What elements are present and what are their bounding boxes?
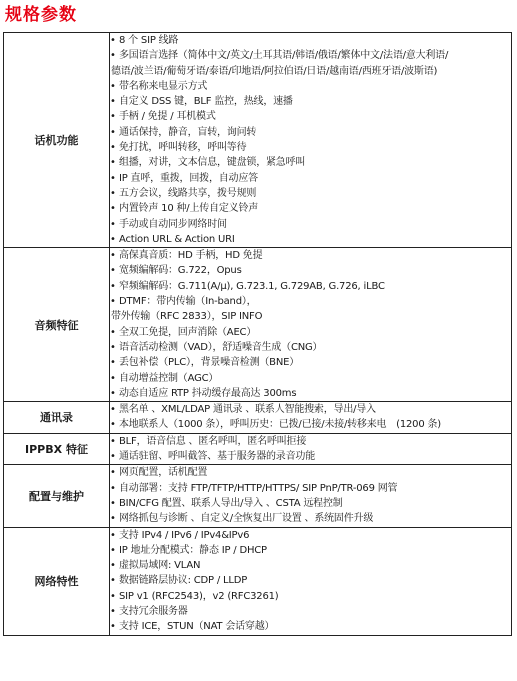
category-label: 通讯录 xyxy=(4,402,110,434)
spec-row-ippbx xyxy=(4,433,512,465)
list-item: • SIP v1 (RFC2543)，v2 (RFC3261) xyxy=(110,589,511,604)
list-item: • 支持 ICE，STUN（NAT 会话穿越） xyxy=(110,619,511,634)
list-item: • BLF，语音信息 、匿名呼叫，匿名呼叫拒接 xyxy=(110,434,511,449)
list-item: • 动态自适应 RTP 抖动缓存最高达 300ms xyxy=(110,386,511,401)
list-item: • 免打扰，呼叫转移，呼叫等待 xyxy=(110,140,511,155)
spec-row-audio xyxy=(4,248,512,402)
list-item: • 8 个 SIP 线路 xyxy=(110,33,511,48)
feature-list-cell xyxy=(110,402,512,434)
list-item: • 手柄 / 免提 / 耳机模式 xyxy=(110,109,511,124)
list-item: • 支持冗余服务器 xyxy=(110,604,511,619)
feature-list-cell xyxy=(110,465,512,527)
list-item: • 虚拟局域网: VLAN xyxy=(110,558,511,573)
feature-list xyxy=(110,434,511,465)
category-label: 音频特征 xyxy=(4,248,110,402)
list-item: • 宽频编解码：G.722，Opus xyxy=(110,263,511,278)
feature-list xyxy=(110,402,511,433)
list-item: • 通话驻留、呼叫截答、基于服务器的录音功能 xyxy=(110,449,511,464)
list-item: • 高保真音质：HD 手柄，HD 免提 xyxy=(110,248,511,263)
spec-row-phone-features xyxy=(4,33,512,248)
category-label: 网络特性 xyxy=(4,527,110,635)
list-item: • 语音活动检测（VAD），舒适噪音生成（CNG） xyxy=(110,340,511,355)
list-item: • 自定义 DSS 键，BLF 监控，热线，速播 xyxy=(110,94,511,109)
list-item: • 多国语言选择（简体中文/英文/土耳其语/韩语/俄语/繁体中文/法语/意大利语/ xyxy=(110,48,511,63)
list-item: • 网页配置，话机配置 xyxy=(110,465,511,480)
list-item: • 本地联系人（1000 条），呼叫历史：已拨/已接/未接/转移来电 (1200 条) xyxy=(110,417,511,432)
feature-list xyxy=(110,465,511,526)
list-item: • 支持 IPv4 / IPv6 / IPv4&IPv6 xyxy=(110,528,511,543)
list-item: • 全双工免提，回声消除（AEC） xyxy=(110,325,511,340)
list-item: • 网络抓包与诊断 、自定义/全恢复出厂设置 、系统固件升级 xyxy=(110,511,511,526)
feature-list xyxy=(110,33,511,247)
category-label: 配置与维护 xyxy=(4,465,110,527)
list-item: • 内置铃声 10 种/上传自定义铃声 xyxy=(110,201,511,216)
category-label: 话机功能 xyxy=(4,33,110,248)
feature-list-cell xyxy=(110,33,512,248)
feature-list-cell xyxy=(110,527,512,635)
spec-row-network xyxy=(4,527,512,635)
list-item: • Action URL & Action URI xyxy=(110,232,511,247)
list-item: • 带名称来电显示方式 xyxy=(110,79,511,94)
spec-row-config xyxy=(4,465,512,527)
feature-list-cell xyxy=(110,433,512,465)
list-item: • 组播，对讲，文本信息，键盘锁，紧急呼叫 xyxy=(110,155,511,170)
list-item: • 窄频编解码：G.711(A/μ), G.723.1, G.729AB, G.726, iLBC xyxy=(110,279,511,294)
list-item-continuation: 带外传输（RFC 2833），SIP INFO xyxy=(111,311,263,323)
feature-list-cell xyxy=(110,248,512,402)
list-item-continuation: 德语/波兰语/葡萄牙语/泰语/印地语/阿拉伯语/日语/越南语/西班牙语/波斯语) xyxy=(111,65,438,77)
list-item: • IP 直呼，重拨，回拨，自动应答 xyxy=(110,171,511,186)
list-item: • 丢包补偿（PLC），背景噪音检测（BNE） xyxy=(110,355,511,370)
list-item: • 数据链路层协议: CDP / LLDP xyxy=(110,573,511,588)
list-item: • 五方会议，线路共享，拨号规则 xyxy=(110,186,511,201)
spec-table xyxy=(3,32,512,636)
feature-list xyxy=(110,248,511,401)
list-item: • DTMF：带内传输（In-band）， xyxy=(110,294,511,309)
category-label: IPPBX 特征 xyxy=(4,433,110,465)
list-item: • IP 地址分配模式：静态 IP / DHCP xyxy=(110,543,511,558)
page-title: 规格参数 xyxy=(5,5,77,25)
list-item: • 自动部署：支持 FTP/TFTP/HTTP/HTTPS/ SIP PnP/TR-069 网管 xyxy=(110,481,511,496)
list-item: • 黑名单 、XML/LDAP 通讯录 、联系人智能搜索，导出/导入 xyxy=(110,402,511,417)
list-item: • 通话保持，静音，盲转，询问转 xyxy=(110,125,511,140)
list-item: • 手动或自动同步网络时间 xyxy=(110,217,511,232)
spec-row-contacts xyxy=(4,402,512,434)
list-item: • 自动增益控制（AGC） xyxy=(110,371,511,386)
feature-list xyxy=(110,528,511,635)
list-item: • BIN/CFG 配置、联系人导出/导入 、CSTA 远程控制 xyxy=(110,496,511,511)
